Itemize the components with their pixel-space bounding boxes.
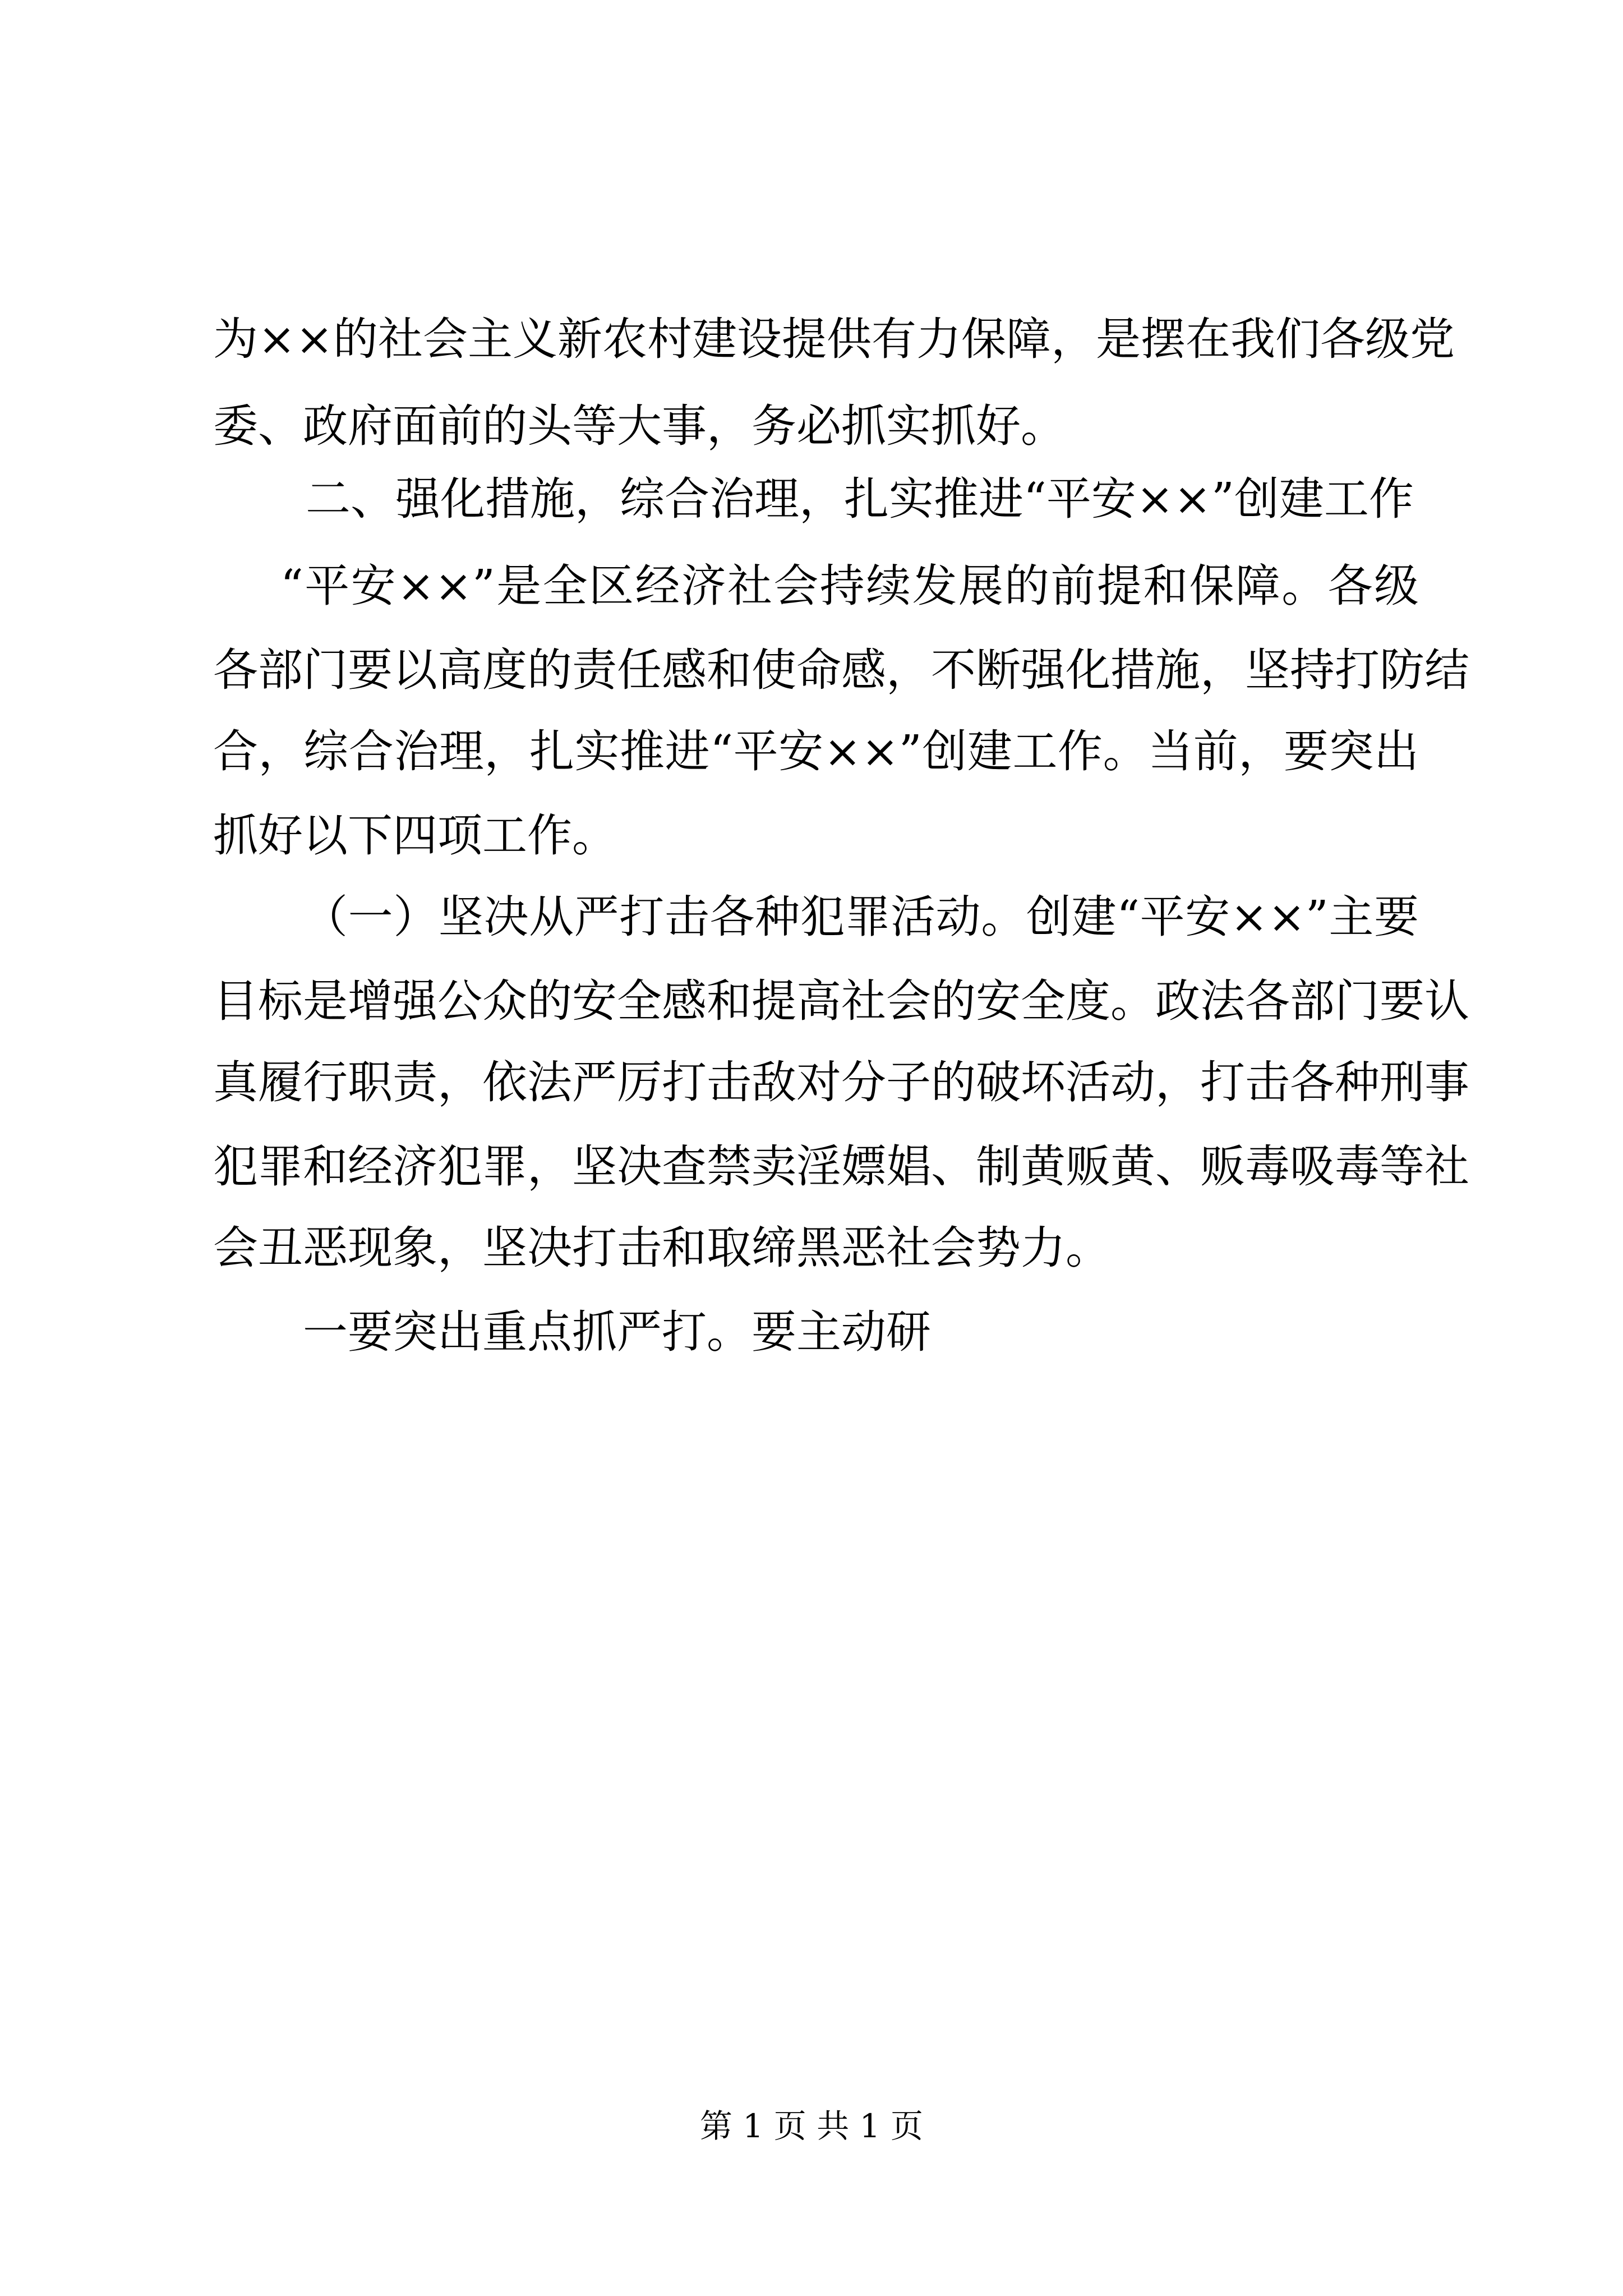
text-line: 为××的社会主义新农村建设提供有力保障，是摆在我们各级党 [213, 313, 1455, 365]
page-footer: 第 1 页 共 1 页 [700, 2107, 923, 2145]
text-line: 各部门要以高度的责任感和使命感，不断强化措施，坚持打防结 [213, 644, 1469, 696]
text-line: 合，综合治理，扎实推进“平安××”创建工作。当前，要突出 [213, 725, 1419, 777]
text-line: 一要突出重点抓严打。要主动研 [303, 1306, 931, 1358]
text-line: “平安××”是全区经济社会持续发展的前提和保障。各级 [280, 560, 1419, 612]
text-line: 真履行职责，依法严厉打击敌对分子的破坏活动，打击各种刑事 [213, 1056, 1469, 1108]
text-line: 犯罪和经济犯罪，坚决查禁卖淫嫖娼、制黄贩黄、贩毒吸毒等社 [213, 1140, 1469, 1193]
text-line: 委、政府面前的头等大事，务必抓实抓好。 [213, 400, 1066, 452]
subsection-line: （一）坚决从严打击各种犯罪活动。创建“平安××”主要 [303, 891, 1419, 943]
text-line: 目标是增强公众的安全感和提高社会的安全度。政法各部门要认 [213, 975, 1469, 1027]
section-heading: 二、强化措施，综合治理，扎实推进“平安××”创建工作 [306, 473, 1414, 525]
text-line: 会丑恶现象，坚决打击和取缔黑恶社会势力。 [213, 1222, 1110, 1274]
text-line: 抓好以下四项工作。 [213, 809, 617, 862]
